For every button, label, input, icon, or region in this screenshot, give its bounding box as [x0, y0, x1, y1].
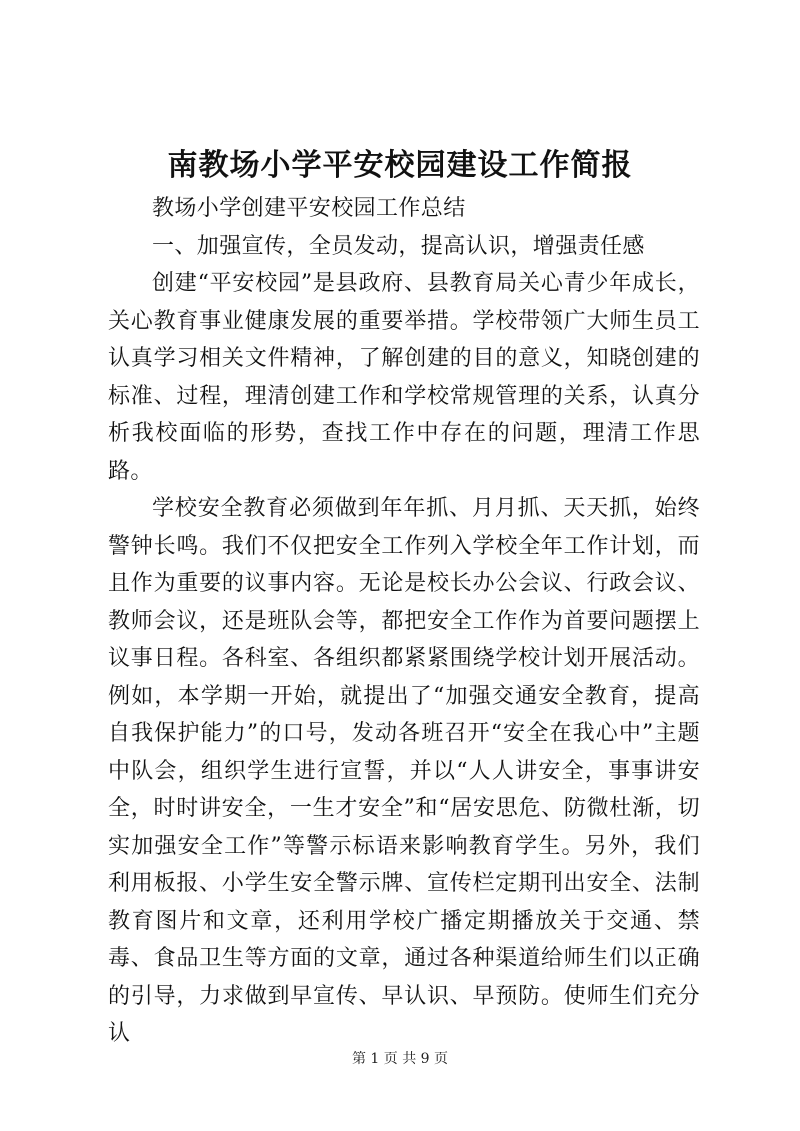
subtitle-paragraph: 教场小学创建平安校园工作总结: [152, 196, 466, 221]
body-paragraph: 学校安全教育必须做到年年抓、月月抓、天天抓，始终警钟长鸣。我们不仅把安全工作列入学校全年工作计划，而且作为重要的议事内容。无论是校长办公会议、行政会议、教师会议，还是班队会等，都把安全工作作为首要问题摆上议事日程。各科室、各组织都紧紧围绕学校计划开展活动。例如，本学期一开始，就提出了“加强交通安全教育，提高自我保护能力”的口号，发动各班召开“安全在我心中”主题中队会，组织学生进行宣誓，并以“人人讲安全，事事讲安全，时时讲安全，一生才安全”和“居安思危、防微杜渐，切实加强安全工作”等警示标语来影响教育学生。另外，我们利用板报、小学生安全警示牌、宣传栏定期刊出安全、法制教育图片和文章，还利用学校广播定期播放关于交通、禁毒、食品卫生等方面的文章，通过各种渠道给师生们以正确的引导，力求做到早宣传、早认识、早预防。使师生们充分认: [108, 496, 700, 1046]
body-paragraph: 创建“平安校园”是县政府、县教育局关心青少年成长，关心教育事业健康发展的重要举措。学校带领广大师生员工认真学习相关文件精神，了解创建的目的意义，知晓创建的标准、过程，理清创建工作和学校常规管理的关系，认真分析我校面临的形势，查找工作中存在的问题，理清工作思路。: [108, 271, 700, 484]
document-body: [108, 190, 700, 1053]
page-number-footer: 第 1 页 共 9 页: [351, 1051, 449, 1067]
section-heading: 一、加强宣传，全员发动，提高认识，增强责任感: [152, 233, 645, 259]
page-title: 南教场小学平安校园建设工作简报: [167, 148, 633, 183]
